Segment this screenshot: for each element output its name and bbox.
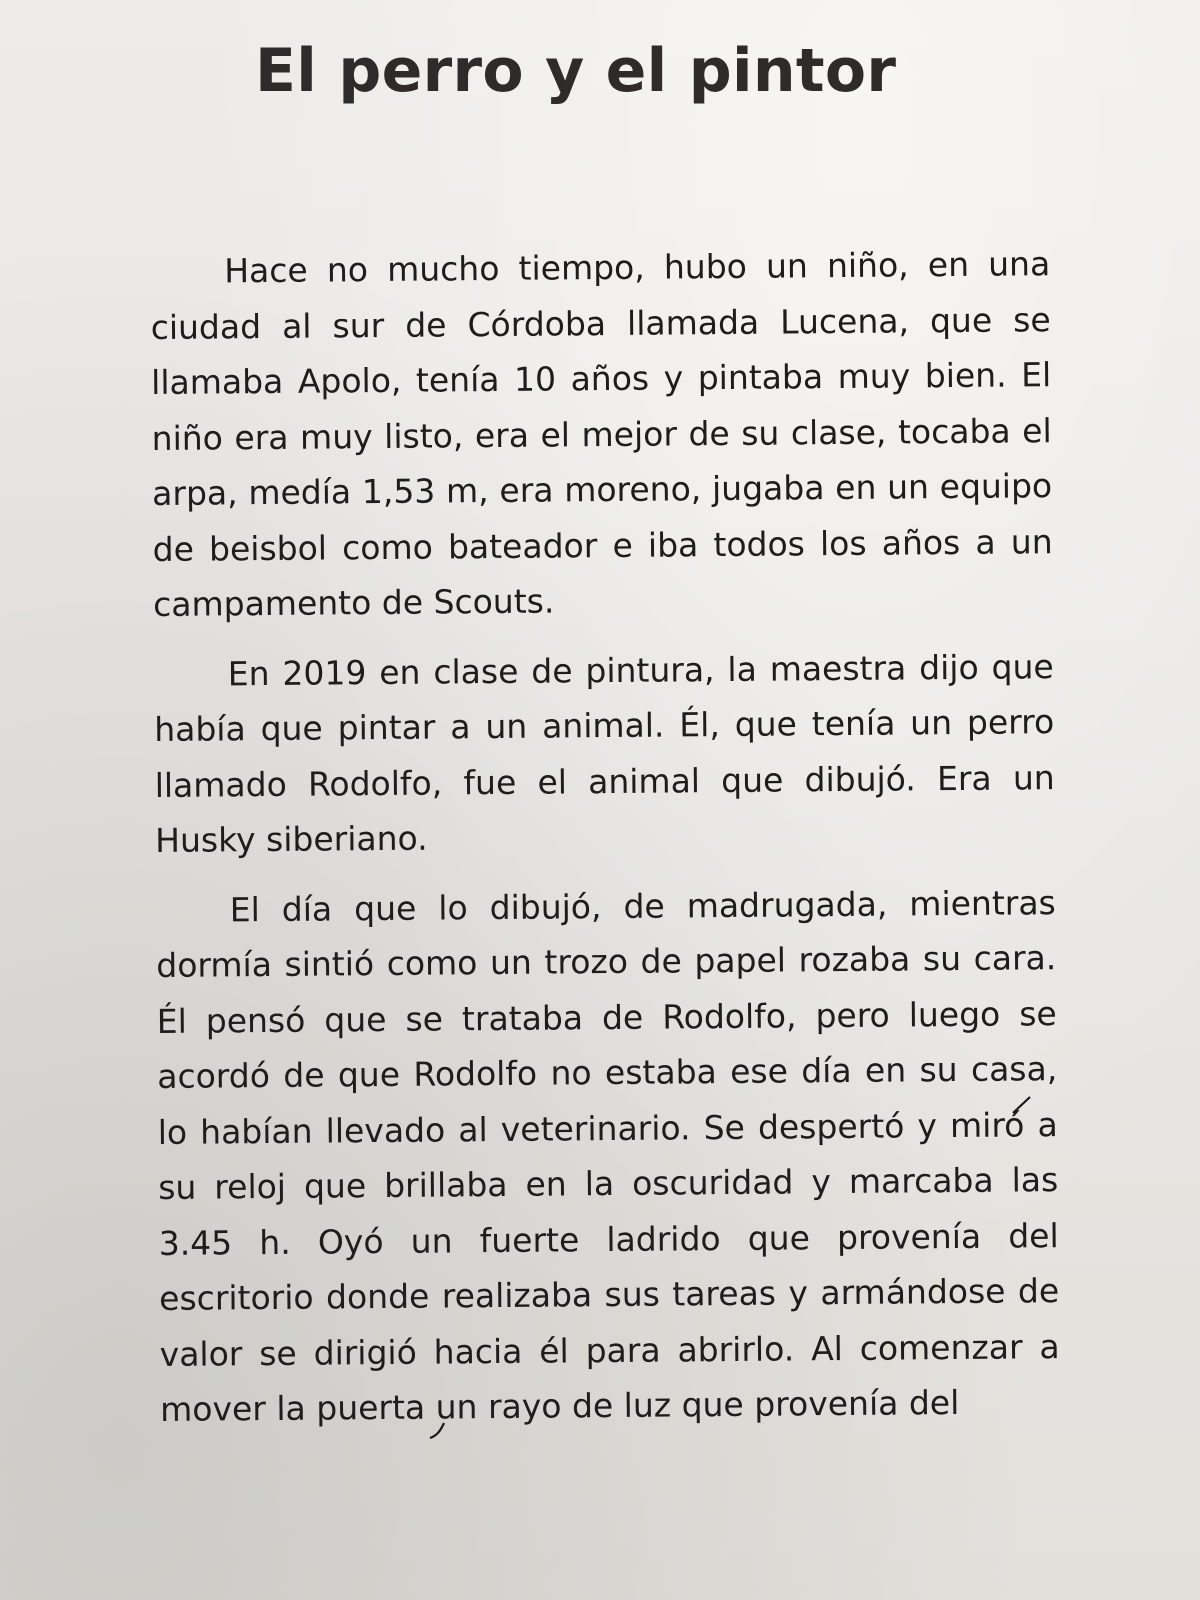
paragraph-1: Hace no mucho tiempo, hubo un niño, en una ciudad al sur de Córdoba llamada Lucena, que se llamaba Apolo, tenía 10 años y pintaba muy bien. El niño era muy listo, era el mejor de su clase, tocaba el arpa, medía 1,53 m, era moreno, jugaba en un equipo de beisbol como bateador e iba todos los años a un campamento de Scouts.	[150, 244, 1053, 624]
document-title: El perro y el pintor	[255, 36, 897, 106]
paragraph-3: El día que lo dibujó, de madrugada, mientras dormía sintió como un trozo de papel rozaba su cara. Él pensó que se trataba de Rodolfo, pero luego se acordó de que Rodolfo no estaba ese día en su casa, lo habían llevado al veterinario. Se despertó y miró a su reloj que brillaba en la oscuridad y marcaba las 3.45 h. Oyó un fuerte ladrido que provenía del escritorio donde realizaba sus tareas y armándose de valor se dirigió hacia él para abrirlo. Al comenzar a mover la puerta un rayo de luz que provenía del	[156, 882, 1060, 1429]
handwritten-accent-mark	[1010, 1093, 1034, 1117]
document-body	[150, 236, 1061, 1451]
paragraph-2: En 2019 en clase de pintura, la maestra dijo que había que pintar a un animal. Él, que tenía un perro llamado Rodolfo, fue el animal que dibujó. Era un Husky siberiano.	[154, 646, 1055, 860]
handwritten-comma-mark	[426, 1418, 450, 1442]
